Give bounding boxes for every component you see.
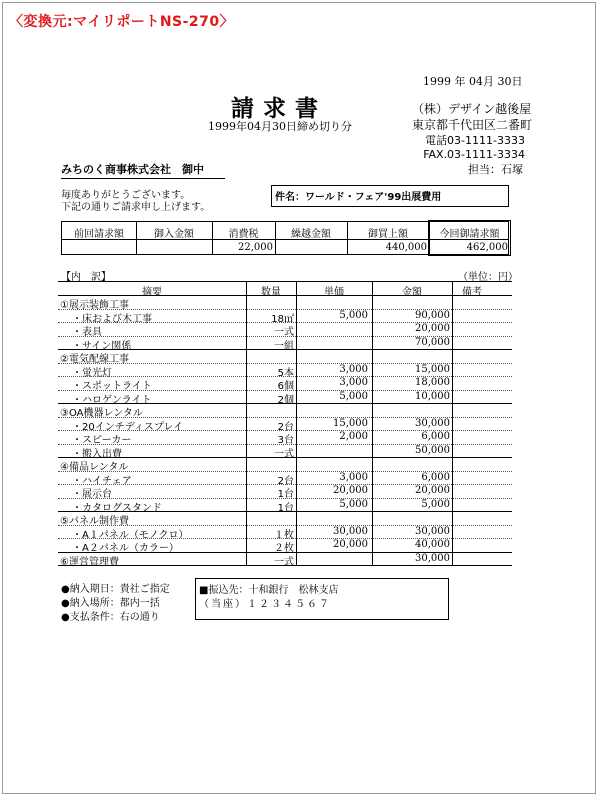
item-amount: 70,000 (415, 336, 450, 348)
item-amount: 20,000 (415, 323, 450, 334)
item-quantity: 1台 (277, 502, 294, 514)
column-divider (452, 281, 453, 565)
item-name: ・ハロゲンライト (72, 394, 152, 406)
item-name: ①展示装飾工事 (60, 300, 129, 311)
item-name: ・サイン関係 (72, 340, 132, 352)
item-amount: 10,000 (415, 390, 450, 402)
category-row (58, 349, 512, 364)
item-name: ・ハイチェア (72, 475, 132, 487)
term-line: ●支払条件：右の通り (61, 612, 160, 623)
total-highlight-box (428, 220, 511, 256)
item-unit-price: 20,000 (333, 539, 368, 550)
item-quantity: １枚 (274, 529, 294, 541)
greeting-line: 下記の通りご請求申し上げます。 (61, 202, 211, 213)
category-row (58, 295, 512, 310)
table-row (58, 484, 512, 499)
column-header: 摘要 (142, 287, 162, 298)
item-name: ②電気配線工事 (60, 354, 129, 365)
summary-value: 462,000 (466, 242, 508, 253)
item-amount: 6,000 (421, 471, 450, 483)
column-header: 数量 (261, 287, 281, 298)
table-row (58, 525, 512, 540)
item-name: ⑥運営管理費 (60, 556, 119, 568)
item-quantity: 2台 (277, 475, 294, 487)
item-amount: 30,000 (415, 525, 450, 537)
summary-value: 440,000 (385, 242, 427, 253)
column-divider (372, 281, 373, 565)
item-name: ・蛍光灯 (72, 367, 112, 379)
item-amount: 15,000 (415, 363, 450, 375)
item-amount: 30,000 (415, 417, 450, 429)
item-quantity: 18㎡ (271, 313, 294, 325)
category-row (58, 552, 512, 567)
table-row (58, 322, 512, 337)
item-name: ・A２パネル（カラー） (72, 543, 179, 554)
item-unit-price: 3,000 (339, 363, 368, 375)
item-amount: 50,000 (415, 444, 450, 456)
page-title: 請求書 (231, 95, 327, 122)
issuer-name: （株）デザイン越後屋 (412, 102, 532, 116)
item-name: ・表具 (72, 327, 102, 338)
item-unit-price: 5,000 (339, 309, 368, 321)
item-quantity: 一式 (274, 327, 294, 338)
item-quantity: 2台 (277, 421, 294, 433)
bank-account-number: （当座）１２３４５６７ (199, 599, 331, 610)
item-amount: 5,000 (421, 498, 450, 510)
item-unit-price: 3,000 (339, 377, 368, 388)
issuer-phone: 電話03-1111-3333 (425, 134, 525, 147)
document-page (2, 2, 596, 794)
item-amount: 40,000 (415, 539, 450, 550)
table-row (58, 444, 512, 459)
greeting-line: 毎度ありがとうございます。 (61, 190, 191, 201)
item-quantity: 一組 (274, 340, 294, 352)
items-header-row (58, 281, 512, 296)
item-amount: 90,000 (415, 309, 450, 321)
table-row (58, 376, 512, 391)
item-unit-price: 20,000 (333, 485, 368, 496)
item-name: ・搬入出費 (72, 448, 122, 460)
invoice-date: 1999 年 04月 30日 (423, 75, 523, 88)
item-amount: 20,000 (415, 485, 450, 496)
category-row (58, 403, 512, 418)
item-quantity: 5本 (277, 367, 294, 379)
unit-label: （単位：円） (458, 272, 518, 283)
item-unit-price: 2,000 (339, 431, 368, 442)
table-row (58, 309, 512, 324)
table-row (58, 363, 512, 378)
item-quantity: ２枚 (274, 543, 294, 554)
category-row (58, 457, 512, 472)
customer-name: みちのく商事株式会社 御中 (61, 161, 225, 179)
table-row (58, 430, 512, 445)
item-unit-price: 3,000 (339, 471, 368, 483)
item-unit-price: 30,000 (333, 525, 368, 537)
item-unit-price: 5,000 (339, 390, 368, 402)
item-quantity: 6個 (277, 381, 294, 392)
item-unit-price: 5,000 (339, 498, 368, 510)
source-format-tag: 〈変換元:マイリポートNS-270〉 (9, 14, 235, 30)
term-line: ●納入場所：都内一括 (61, 598, 160, 609)
column-header: 単価 (324, 287, 344, 298)
subject-text: 件名：ワールド・フェア'99出展費用 (275, 192, 442, 203)
table-row (58, 417, 512, 432)
column-header: 備考 (462, 287, 482, 298)
term-line: ●納入期日：貴社ご指定 (61, 584, 170, 595)
table-row (58, 336, 512, 351)
breakdown-label: 【内 訳】 (61, 272, 111, 283)
cutoff-period: 1999年04月30日締め切り分 (208, 120, 352, 133)
bank-account: ■振込先：十和銀行 松林支店 (199, 585, 339, 596)
item-name: ・A１パネル（モノクロ） (72, 529, 189, 541)
item-name: ③OA機器レンタル (60, 408, 143, 419)
item-amount: 6,000 (421, 431, 450, 442)
item-name: ・展示台 (72, 489, 112, 500)
summary-header: 繰越金額 (291, 229, 331, 240)
category-row (58, 511, 512, 526)
item-name: ・スピーカー (72, 435, 132, 446)
table-bottom-rule (58, 565, 512, 566)
item-name: ・カタログスタンド (72, 502, 162, 514)
summary-value: 22,000 (238, 242, 273, 253)
item-name: ・スポットライト (72, 381, 152, 392)
column-divider (246, 281, 247, 565)
summary-header: 御入金額 (154, 229, 194, 240)
item-unit-price: 15,000 (333, 417, 368, 429)
column-divider (296, 281, 297, 565)
issuer-address: 東京都千代田区二番町 (412, 118, 533, 132)
item-name: ⑤パネル制作費 (60, 516, 129, 527)
item-name: ④備品レンタル (60, 462, 129, 473)
column-header: 金額 (402, 287, 422, 298)
item-quantity: 一式 (274, 556, 294, 568)
table-row (58, 471, 512, 486)
issuer-contact: 担当：石塚 (468, 163, 523, 176)
table-row (58, 538, 512, 553)
item-quantity: 一式 (274, 448, 294, 460)
summary-header: 今回御請求額 (439, 229, 500, 240)
item-quantity: 1台 (277, 489, 294, 500)
item-quantity: 3台 (277, 435, 294, 446)
summary-table (61, 221, 509, 255)
summary-header: 消費税 (228, 229, 259, 240)
issuer-fax: FAX.03-1111-3334 (423, 148, 525, 161)
item-name: ・床および木工事 (72, 313, 152, 325)
item-quantity: 2個 (277, 394, 294, 406)
item-amount: 18,000 (415, 377, 450, 388)
table-row (58, 498, 512, 513)
summary-header: 前回請求額 (74, 229, 124, 240)
summary-header: 御買上額 (368, 229, 408, 240)
item-name: ・20インチディスプレイ (72, 421, 184, 433)
item-amount: 30,000 (415, 552, 450, 564)
table-row (58, 390, 512, 405)
